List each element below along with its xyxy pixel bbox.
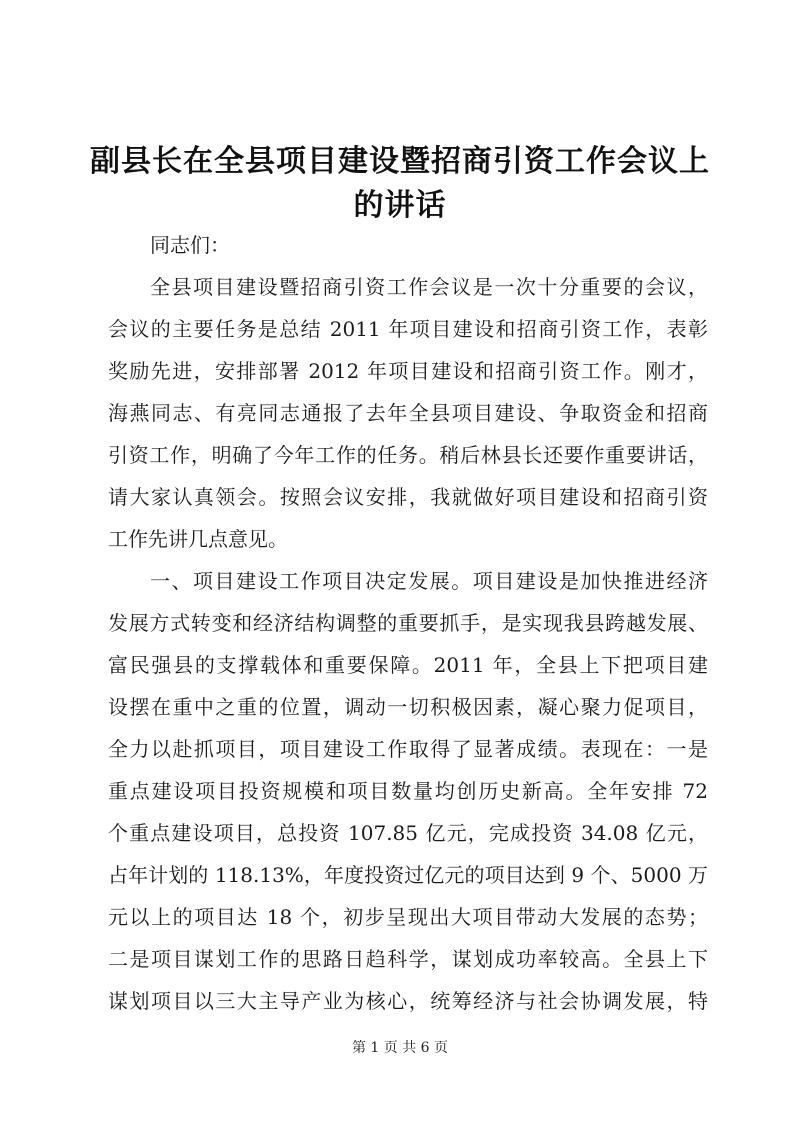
paragraph-2-line: 全力以赴抓项目，项目建设工作取得了显著成绩。表现在：一是 bbox=[108, 737, 708, 761]
salutation: 同志们： bbox=[150, 233, 230, 257]
paragraph-2-line: 富民强县的支撑载体和重要保障。2011 年，全县上下把项目建 bbox=[108, 653, 708, 677]
paragraph-2-line: 占年计划的 118.13%，年度投资过亿元的项目达到 9 个、5000 万 bbox=[108, 863, 708, 887]
paragraph-2-line: 重点建设项目投资规模和项目数量均创历史新高。全年安排 72 bbox=[108, 779, 708, 803]
paragraph-2-line: 一、项目建设工作项目决定发展。项目建设是加快推进经济 bbox=[150, 569, 708, 593]
paragraph-1-line: 请大家认真领会。按照会议安排，我就做好项目建设和招商引资 bbox=[108, 485, 708, 509]
paragraph-1-line: 海燕同志、有亮同志通报了去年全县项目建设、争取资金和招商 bbox=[108, 401, 708, 425]
paragraph-1-line: 引资工作，明确了今年工作的任务。稍后林县长还要作重要讲话， bbox=[108, 443, 708, 467]
document-title-line-1: 副县长在全县项目建设暨招商引资工作会议上 bbox=[90, 144, 710, 179]
paragraph-2-line: 个重点建设项目，总投资 107.85 亿元，完成投资 34.08 亿元， bbox=[108, 821, 708, 845]
paragraph-2-line: 发展方式转变和经济结构调整的重要抓手，是实现我县跨越发展、 bbox=[108, 611, 708, 635]
paragraph-1-line: 全县项目建设暨招商引资工作会议是一次十分重要的会议， bbox=[150, 275, 708, 299]
paragraph-1-line: 会议的主要任务是总结 2011 年项目建设和招商引资工作，表彰 bbox=[108, 317, 708, 341]
paragraph-2-line: 谋划项目以三大主导产业为核心，统筹经济与社会协调发展，特 bbox=[108, 989, 708, 1013]
page-number-footer: 第 1 页 共 6 页 bbox=[351, 1040, 449, 1056]
paragraph-1-line: 工作先讲几点意见。 bbox=[108, 527, 288, 551]
paragraph-1-line: 奖励先进，安排部署 2012 年项目建设和招商引资工作。刚才， bbox=[108, 359, 708, 383]
paragraph-2-line: 元以上的项目达 18 个，初步呈现出大项目带动大发展的态势； bbox=[108, 905, 708, 929]
paragraph-2-line: 设摆在重中之重的位置，调动一切积极因素，凝心聚力促项目， bbox=[108, 695, 708, 719]
document-title-line-2: 的讲话 bbox=[353, 188, 447, 223]
paragraph-2-line: 二是项目谋划工作的思路日趋科学，谋划成功率较高。全县上下 bbox=[108, 947, 708, 971]
